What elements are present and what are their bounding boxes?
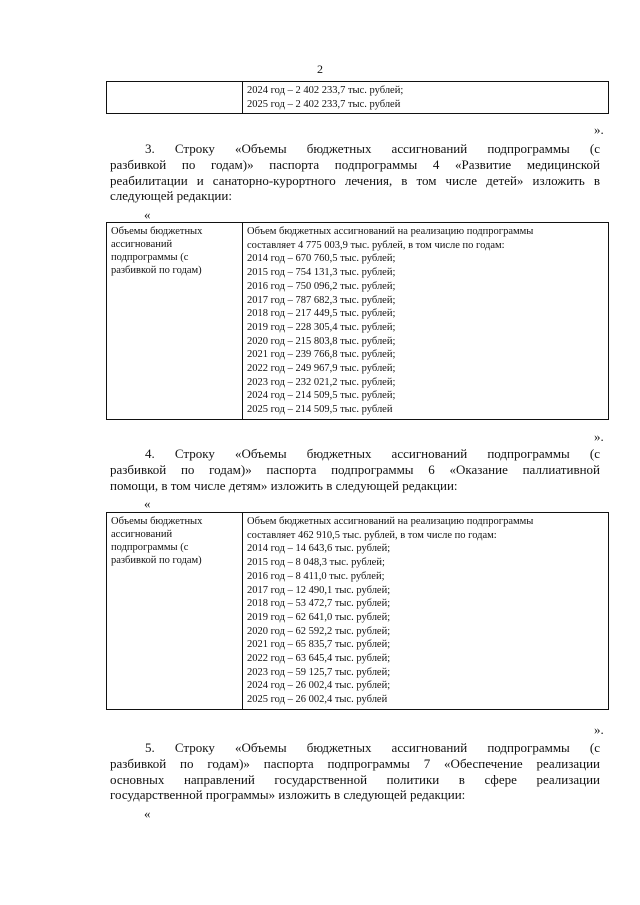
- left-cell-line: Объемы бюджетных: [111, 516, 203, 527]
- table-line: 2023 год – 232 021,2 тыс. рублей;: [247, 376, 396, 388]
- opening-quote: «: [144, 806, 151, 821]
- table-line: 2015 год – 754 131,3 тыс. рублей;: [247, 267, 396, 279]
- table-left-cell: [107, 223, 243, 420]
- paragraph-line: разбивкой по годам)» паспорта подпрограммы 4 «Развитие медицинской: [110, 156, 600, 172]
- paragraph-line: государственной программы» изложить в следующей редакции:: [110, 787, 466, 803]
- paragraph-line: следующей редакции:: [110, 188, 232, 204]
- closing-quote: ».: [594, 122, 604, 137]
- table-line: 2022 год – 249 967,9 тыс. рублей;: [247, 363, 396, 375]
- table-continuation: [106, 81, 609, 114]
- table-line: 2017 год – 12 490,1 тыс. рублей;: [247, 584, 391, 596]
- table-line: 2021 год – 65 835,7 тыс. рублей;: [247, 639, 391, 651]
- paragraph-line: 3. Строку «Объемы бюджетных ассигнований подпрограммы (с: [145, 141, 600, 156]
- left-cell-line: подпрограммы (с: [111, 542, 189, 553]
- table-subprogram-4: [106, 222, 609, 420]
- table-line: 2015 год – 8 048,3 тыс. рублей;: [247, 557, 385, 569]
- table-line: 2018 год – 217 449,5 тыс. рублей;: [247, 308, 396, 320]
- paragraph-line: основных направлений государственной политики в сфере реализации: [110, 771, 600, 787]
- paragraph-line: 4. Строку «Объемы бюджетных ассигнований подпрограммы (с: [145, 446, 600, 461]
- table-line: 2025 год – 214 509,5 тыс. рублей: [247, 404, 393, 416]
- left-cell-line: ассигнований: [111, 239, 173, 250]
- table-line: Объем бюджетных ассигнований на реализацию подпрограммы: [247, 226, 534, 237]
- table-line: 2022 год – 63 645,4 тыс. рублей;: [247, 653, 391, 665]
- paragraph-line: помощи, в том числе детям» изложить в следующей редакции:: [110, 477, 458, 493]
- table-line: 2019 год – 228 305,4 тыс. рублей;: [247, 321, 396, 333]
- table-left-cell: [107, 82, 243, 114]
- left-cell-line: Объемы бюджетных: [111, 226, 203, 237]
- table-line: 2020 год – 62 592,2 тыс. рублей;: [247, 625, 391, 637]
- table-line: 2024 год – 2 402 233,7 тыс. рублей;: [247, 85, 404, 96]
- table-line: 2016 год – 8 411,0 тыс. рублей;: [247, 570, 385, 582]
- page-number: 2: [317, 62, 323, 76]
- table-subprogram-6: [106, 512, 609, 710]
- table-line: составляет 462 910,5 тыс. рублей, в том числе по годам:: [247, 529, 497, 541]
- closing-quote: ».: [594, 429, 604, 444]
- left-cell-line: разбивкой по годам): [111, 555, 202, 566]
- table-line: 2024 год – 214 509,5 тыс. рублей;: [247, 390, 396, 402]
- table-line: 2021 год – 239 766,8 тыс. рублей;: [247, 349, 396, 361]
- paragraph-line: разбивкой по годам)» паспорта подпрограммы 7 «Обеспечение реализации: [110, 755, 600, 771]
- paragraph-line: 5. Строку «Объемы бюджетных ассигнований подпрограммы (с: [145, 740, 600, 755]
- table-line: Объем бюджетных ассигнований на реализацию подпрограммы: [247, 516, 534, 527]
- table-line: 2025 год – 26 002,4 тыс. рублей: [247, 694, 388, 706]
- table-line: 2020 год – 215 803,8 тыс. рублей;: [247, 335, 396, 347]
- table-left-cell: [107, 513, 243, 710]
- table-line: 2018 год – 53 472,7 тыс. рублей;: [247, 598, 391, 610]
- paragraph-section-4: [110, 446, 600, 493]
- table-right-cell: [243, 223, 609, 420]
- table-line: 2024 год – 26 002,4 тыс. рублей;: [247, 680, 391, 692]
- left-cell-line: ассигнований: [111, 529, 173, 540]
- paragraph-section-3: [110, 141, 600, 204]
- table-right-cell: [243, 513, 609, 710]
- table-line: 2014 год – 670 760,5 тыс. рублей;: [247, 253, 396, 265]
- closing-quote: ».: [594, 722, 604, 737]
- table-right-cell: [243, 82, 609, 114]
- left-cell-line: подпрограммы (с: [111, 252, 189, 263]
- table-line: 2025 год – 2 402 233,7 тыс. рублей: [247, 98, 401, 110]
- table-line: 2016 год – 750 096,2 тыс. рублей;: [247, 280, 396, 292]
- table-line: 2017 год – 787 682,3 тыс. рублей;: [247, 294, 396, 306]
- table-line: 2019 год – 62 641,0 тыс. рублей;: [247, 611, 391, 623]
- table-line: составляет 4 775 003,9 тыс. рублей, в том числе по годам:: [247, 239, 505, 251]
- left-cell-line: разбивкой по годам): [111, 265, 202, 276]
- table-line: 2014 год – 14 643,6 тыс. рублей;: [247, 543, 391, 555]
- opening-quote: «: [144, 207, 151, 222]
- opening-quote: «: [144, 496, 151, 511]
- paragraph-line: реабилитации и санаторно-курортного лечения, в том числе детей» изложить в: [110, 172, 600, 188]
- paragraph-section-5: [110, 740, 600, 803]
- table-line: 2023 год – 59 125,7 тыс. рублей;: [247, 666, 391, 678]
- paragraph-line: разбивкой по годам)» паспорта подпрограммы 6 «Оказание паллиативной: [110, 461, 600, 477]
